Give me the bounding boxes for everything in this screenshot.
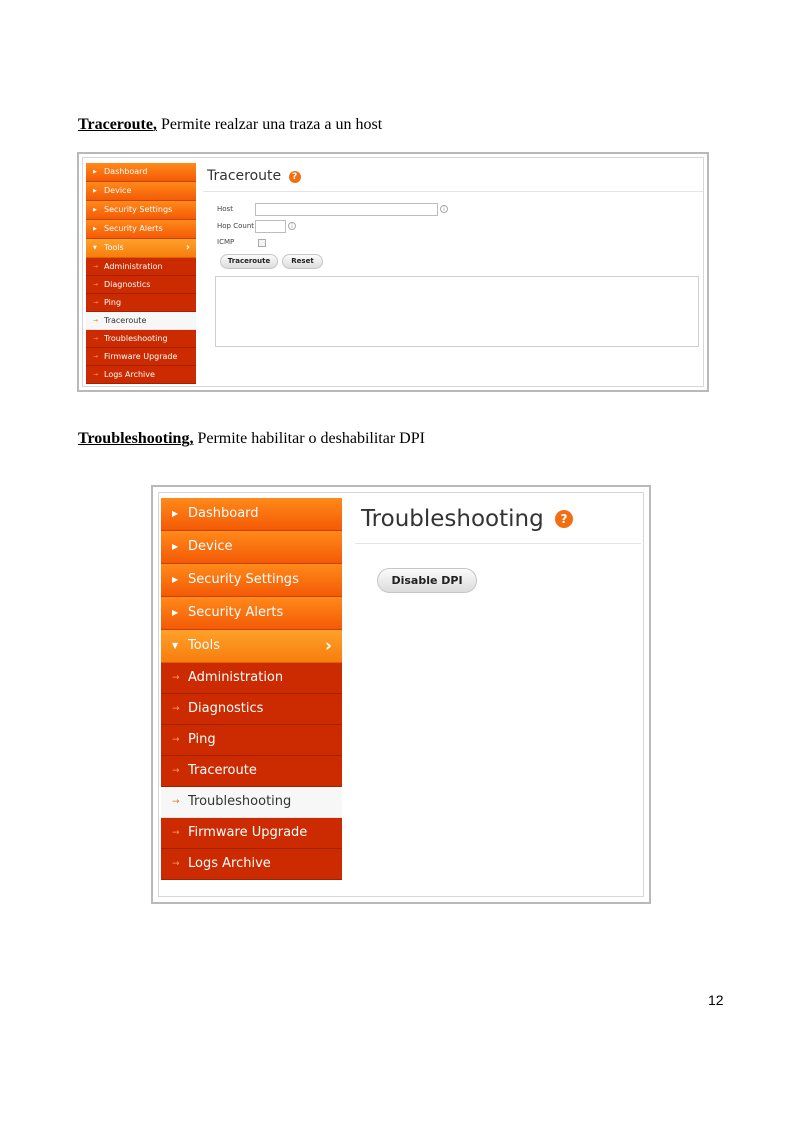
disable-dpi-button[interactable]: Disable DPI [377,568,477,593]
sidebar-item-security-alerts[interactable] [161,597,342,630]
arrow-right-icon: → [93,335,99,342]
nav-item-label: Traceroute [104,316,147,325]
nav-item-label: Tools [104,243,124,252]
heading-description: Permite habilitar o deshabilitar DPI [193,430,425,447]
nav-item-label: Security Settings [104,205,173,214]
section-heading-troubleshooting [78,430,425,448]
sidebar-item-troubleshooting[interactable] [161,787,342,818]
heading-term: Troubleshooting, [78,430,194,447]
help-icon[interactable]: ? [289,171,301,183]
sidebar-item-troubleshooting[interactable] [86,330,196,348]
sidebar-item-firmware-upgrade[interactable] [161,818,342,849]
heading-description: Permite realzar una traza a un host [156,116,383,133]
sidebar-item-administration[interactable] [161,663,342,694]
hop-count-label: Hop Count [217,222,255,230]
nav-item-label: Administration [188,670,284,685]
nav-item-label: Device [188,539,233,554]
caret-down-icon: ▼ [93,245,97,251]
page-number: 12 [708,992,724,1008]
heading-term: Traceroute, [78,116,157,133]
sidebar-item-ping[interactable] [161,725,342,756]
sidebar-item-dashboard[interactable] [86,163,196,182]
sidebar-item-security-alerts[interactable] [86,220,196,239]
nav-item-label: Firmware Upgrade [104,352,178,361]
sidebar-item-firmware-upgrade[interactable] [86,348,196,366]
nav-item-label: Traceroute [188,763,257,778]
nav-item-label: Troubleshooting [188,794,292,809]
arrow-right-icon: → [172,673,180,683]
nav-item-label: Logs Archive [188,856,271,871]
page-title: Traceroute ? [207,168,301,184]
nav-item-label: Security Alerts [188,605,284,620]
arrow-right-icon: → [93,299,99,306]
nav-item-label: Security Alerts [104,224,163,233]
arrow-right-icon: → [172,704,180,714]
nav-item-label: Tools [188,638,221,653]
caret-right-icon: ▶ [172,575,179,584]
nav-item-label: Device [104,186,132,195]
sidebar-item-logs-archive[interactable] [161,849,342,880]
arrow-right-icon: → [172,766,180,776]
arrow-right-icon: → [172,828,180,838]
sidebar-item-traceroute[interactable] [86,312,196,330]
nav-item-label: Ping [188,732,216,747]
sidebar-item-tools[interactable] [86,239,196,258]
troubleshooting-screenshot [151,485,651,904]
icmp-label: ICMP [217,238,235,246]
sidebar-nav [161,498,342,880]
sidebar-item-tools[interactable] [161,630,342,663]
arrow-right-icon: → [172,735,180,745]
nav-item-label: Diagnostics [104,280,151,289]
arrow-right-icon: → [172,859,180,869]
traceroute-button[interactable]: Traceroute [220,254,278,269]
title-divider [355,543,641,544]
traceroute-screenshot [77,152,709,392]
caret-right-icon: ▶ [93,188,97,194]
sidebar-item-administration[interactable] [86,258,196,276]
sidebar-item-ping[interactable] [86,294,196,312]
chevron-right-icon: › [324,636,332,656]
host-label: Host [217,205,233,213]
nav-item-label: Administration [104,262,163,271]
arrow-right-icon: → [93,353,99,360]
nav-item-label: Troubleshooting [104,334,168,343]
icmp-checkbox[interactable] [258,239,266,247]
reset-button[interactable]: Reset [282,254,323,269]
sidebar-nav [86,163,196,384]
caret-right-icon: ▶ [172,509,179,518]
output-area[interactable] [215,276,699,347]
nav-item-label: Dashboard [104,167,148,176]
arrow-right-icon: → [93,263,99,270]
sidebar-item-diagnostics[interactable] [86,276,196,294]
arrow-right-icon: → [93,281,99,288]
nav-item-label: Dashboard [188,506,259,521]
info-icon: i [288,222,296,230]
caret-right-icon: ▶ [172,608,179,617]
info-icon: i [440,205,448,213]
nav-item-label: Diagnostics [188,701,264,716]
sidebar-item-logs-archive[interactable] [86,366,196,384]
hop-count-input[interactable] [255,220,286,233]
nav-item-label: Ping [104,298,122,307]
arrow-right-icon: → [93,317,99,324]
caret-right-icon: ▶ [93,226,97,232]
sidebar-item-security-settings[interactable] [161,564,342,597]
nav-item-label: Security Settings [188,572,299,587]
sidebar-item-dashboard[interactable] [161,498,342,531]
nav-item-label: Firmware Upgrade [188,825,308,840]
chevron-right-icon: › [185,242,190,253]
sidebar-item-security-settings[interactable] [86,201,196,220]
sidebar-item-traceroute[interactable] [161,756,342,787]
sidebar-item-device[interactable] [161,531,342,564]
arrow-right-icon: → [93,371,99,378]
section-heading-traceroute [78,116,382,134]
caret-right-icon: ▶ [172,542,179,551]
nav-item-label: Logs Archive [104,370,155,379]
caret-down-icon: ▼ [172,641,179,650]
sidebar-item-device[interactable] [86,182,196,201]
caret-right-icon: ▶ [93,207,97,213]
sidebar-item-diagnostics[interactable] [161,694,342,725]
host-input[interactable] [255,203,438,216]
help-icon[interactable]: ? [555,510,573,528]
caret-right-icon: ▶ [93,169,97,175]
arrow-right-icon: → [172,797,180,807]
page-title: Troubleshooting ? [361,506,573,532]
title-divider [203,191,703,192]
